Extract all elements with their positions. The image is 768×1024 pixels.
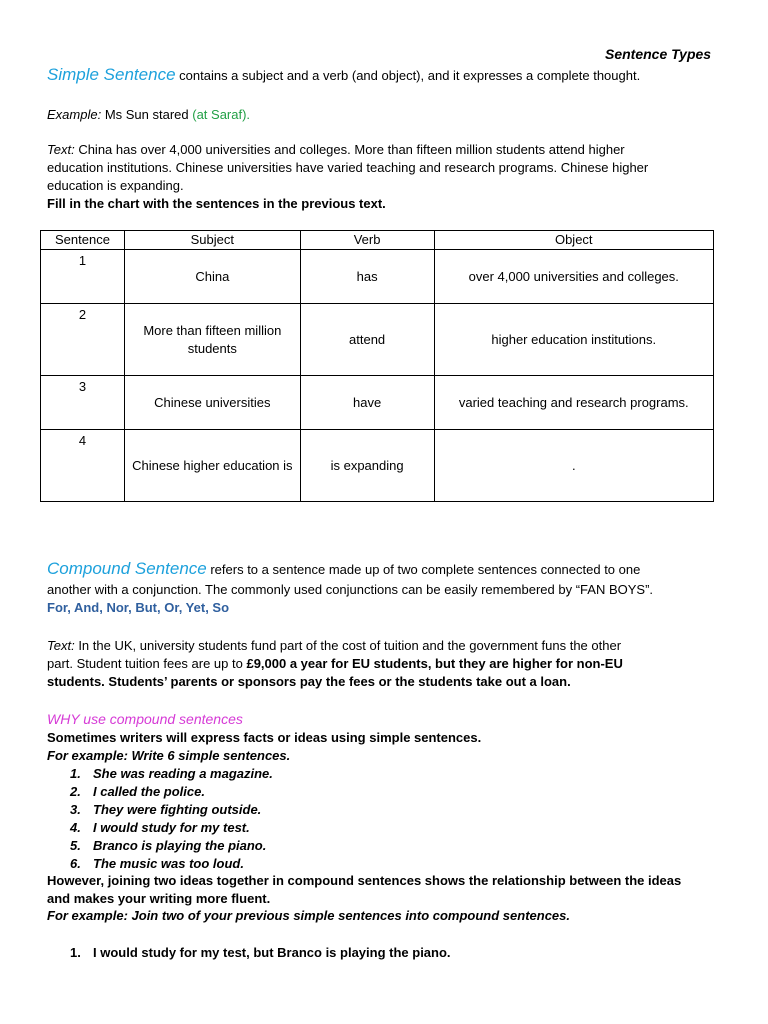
why-line-1: Sometimes writers will express facts or ideas using simple sentences. <box>47 730 482 745</box>
compound-text-label: Text: <box>47 638 75 653</box>
simple-example-line <box>47 106 250 124</box>
example-label: Example: <box>47 107 102 122</box>
compound-text-line-1 <box>47 637 621 655</box>
chart-instruction: Fill in the chart with the sentences in the previous text. <box>47 196 386 211</box>
example-green-text: (at Saraf). <box>192 107 251 122</box>
row-verb: has <box>300 250 434 304</box>
list-item: 2. I called the police. <box>70 784 205 799</box>
compound-definition-line-1 <box>47 560 640 579</box>
sentence-chart <box>40 230 714 502</box>
compound-text-1: In the UK, university students fund part of the cost of tuition and the government funs the other <box>74 638 622 653</box>
row-subject: Chinese higher education is <box>124 430 300 502</box>
answer-line <box>70 944 451 962</box>
row-object: over 4,000 universities and colleges. <box>434 250 713 304</box>
row-subject: China <box>124 250 300 304</box>
answer-number: 1. <box>70 945 81 960</box>
document-title: Sentence Types <box>605 46 712 62</box>
simple-text-line-2: education institutions. Chinese universities have varied teaching and research programs. Chinese higher <box>47 160 649 175</box>
compound-text-2b: £9,000 a year for EU students, but they are higher for non-EU <box>246 656 623 671</box>
fanboys-list: For, And, Nor, But, Or, Yet, So <box>47 600 230 615</box>
row-verb: attend <box>300 304 434 376</box>
simple-definition-line <box>47 66 640 85</box>
compound-text-line-2 <box>47 655 623 673</box>
why-example-prompt: For example: Write 6 simple sentences. <box>47 748 291 763</box>
however-line-2: and makes your writing more fluent. <box>47 891 271 906</box>
simple-definition: contains a subject and a verb (and object), and it expresses a complete thought. <box>175 68 641 83</box>
text-label: Text: <box>47 142 75 157</box>
example-text: Ms Sun stared <box>101 107 193 122</box>
header-sentence: Sentence <box>41 231 125 250</box>
compound-text-line-3: students. Students’ parents or sponsors pay the fees or the students take out a loan. <box>47 674 571 689</box>
list-item: 4. I would study for my test. <box>70 820 250 835</box>
list-item: 1. She was reading a magazine. <box>70 766 273 781</box>
row-number: 4 <box>41 430 125 502</box>
row-object: higher education institutions. <box>434 304 713 376</box>
compound-definition-1: refers to a sentence made up of two complete sentences connected to one <box>206 562 641 577</box>
row-object: . <box>434 430 713 502</box>
simple-text-line-3: education is expanding. <box>47 178 184 193</box>
why-heading: WHY use compound sentences <box>47 711 243 727</box>
compound-sentence-heading: Compound Sentence <box>47 559 207 578</box>
join-example-prompt: For example: Join two of your previous simple sentences into compound sentences. <box>47 908 570 923</box>
however-line-1: However, joining two ideas together in compound sentences shows the relationship between the ideas <box>47 873 682 888</box>
table-row <box>41 376 714 430</box>
simple-text-1: China has over 4,000 universities and colleges. More than fifteen million students attend higher <box>74 142 625 157</box>
simple-sentences-list <box>70 765 273 873</box>
table-row <box>41 430 714 502</box>
header-subject: Subject <box>124 231 300 250</box>
compound-definition-line-2: another with a conjunction. The commonly used conjunctions can be easily remembered by “FAN BOYS”. <box>47 582 654 597</box>
header-verb: Verb <box>300 231 434 250</box>
table-row <box>41 304 714 376</box>
row-verb: have <box>300 376 434 430</box>
row-object: varied teaching and research programs. <box>434 376 713 430</box>
row-subject: Chinese universities <box>124 376 300 430</box>
row-number: 2 <box>41 304 125 376</box>
list-item: 5. Branco is playing the piano. <box>70 838 267 853</box>
row-number: 3 <box>41 376 125 430</box>
answer-text: I would study for my test, but Branco is playing the piano. <box>93 945 451 960</box>
header-object: Object <box>434 231 713 250</box>
compound-text-2a: part. Student tuition fees are up to <box>47 656 247 671</box>
row-verb: is expanding <box>300 430 434 502</box>
table-row <box>41 250 714 304</box>
list-item: 6. The music was too loud. <box>70 856 244 871</box>
row-number: 1 <box>41 250 125 304</box>
row-subject: More than fifteen million students <box>124 304 300 376</box>
simple-text-line-1 <box>47 141 625 159</box>
list-item: 3. They were fighting outside. <box>70 802 262 817</box>
table-header-row <box>41 231 714 250</box>
simple-sentence-heading: Simple Sentence <box>47 65 176 84</box>
